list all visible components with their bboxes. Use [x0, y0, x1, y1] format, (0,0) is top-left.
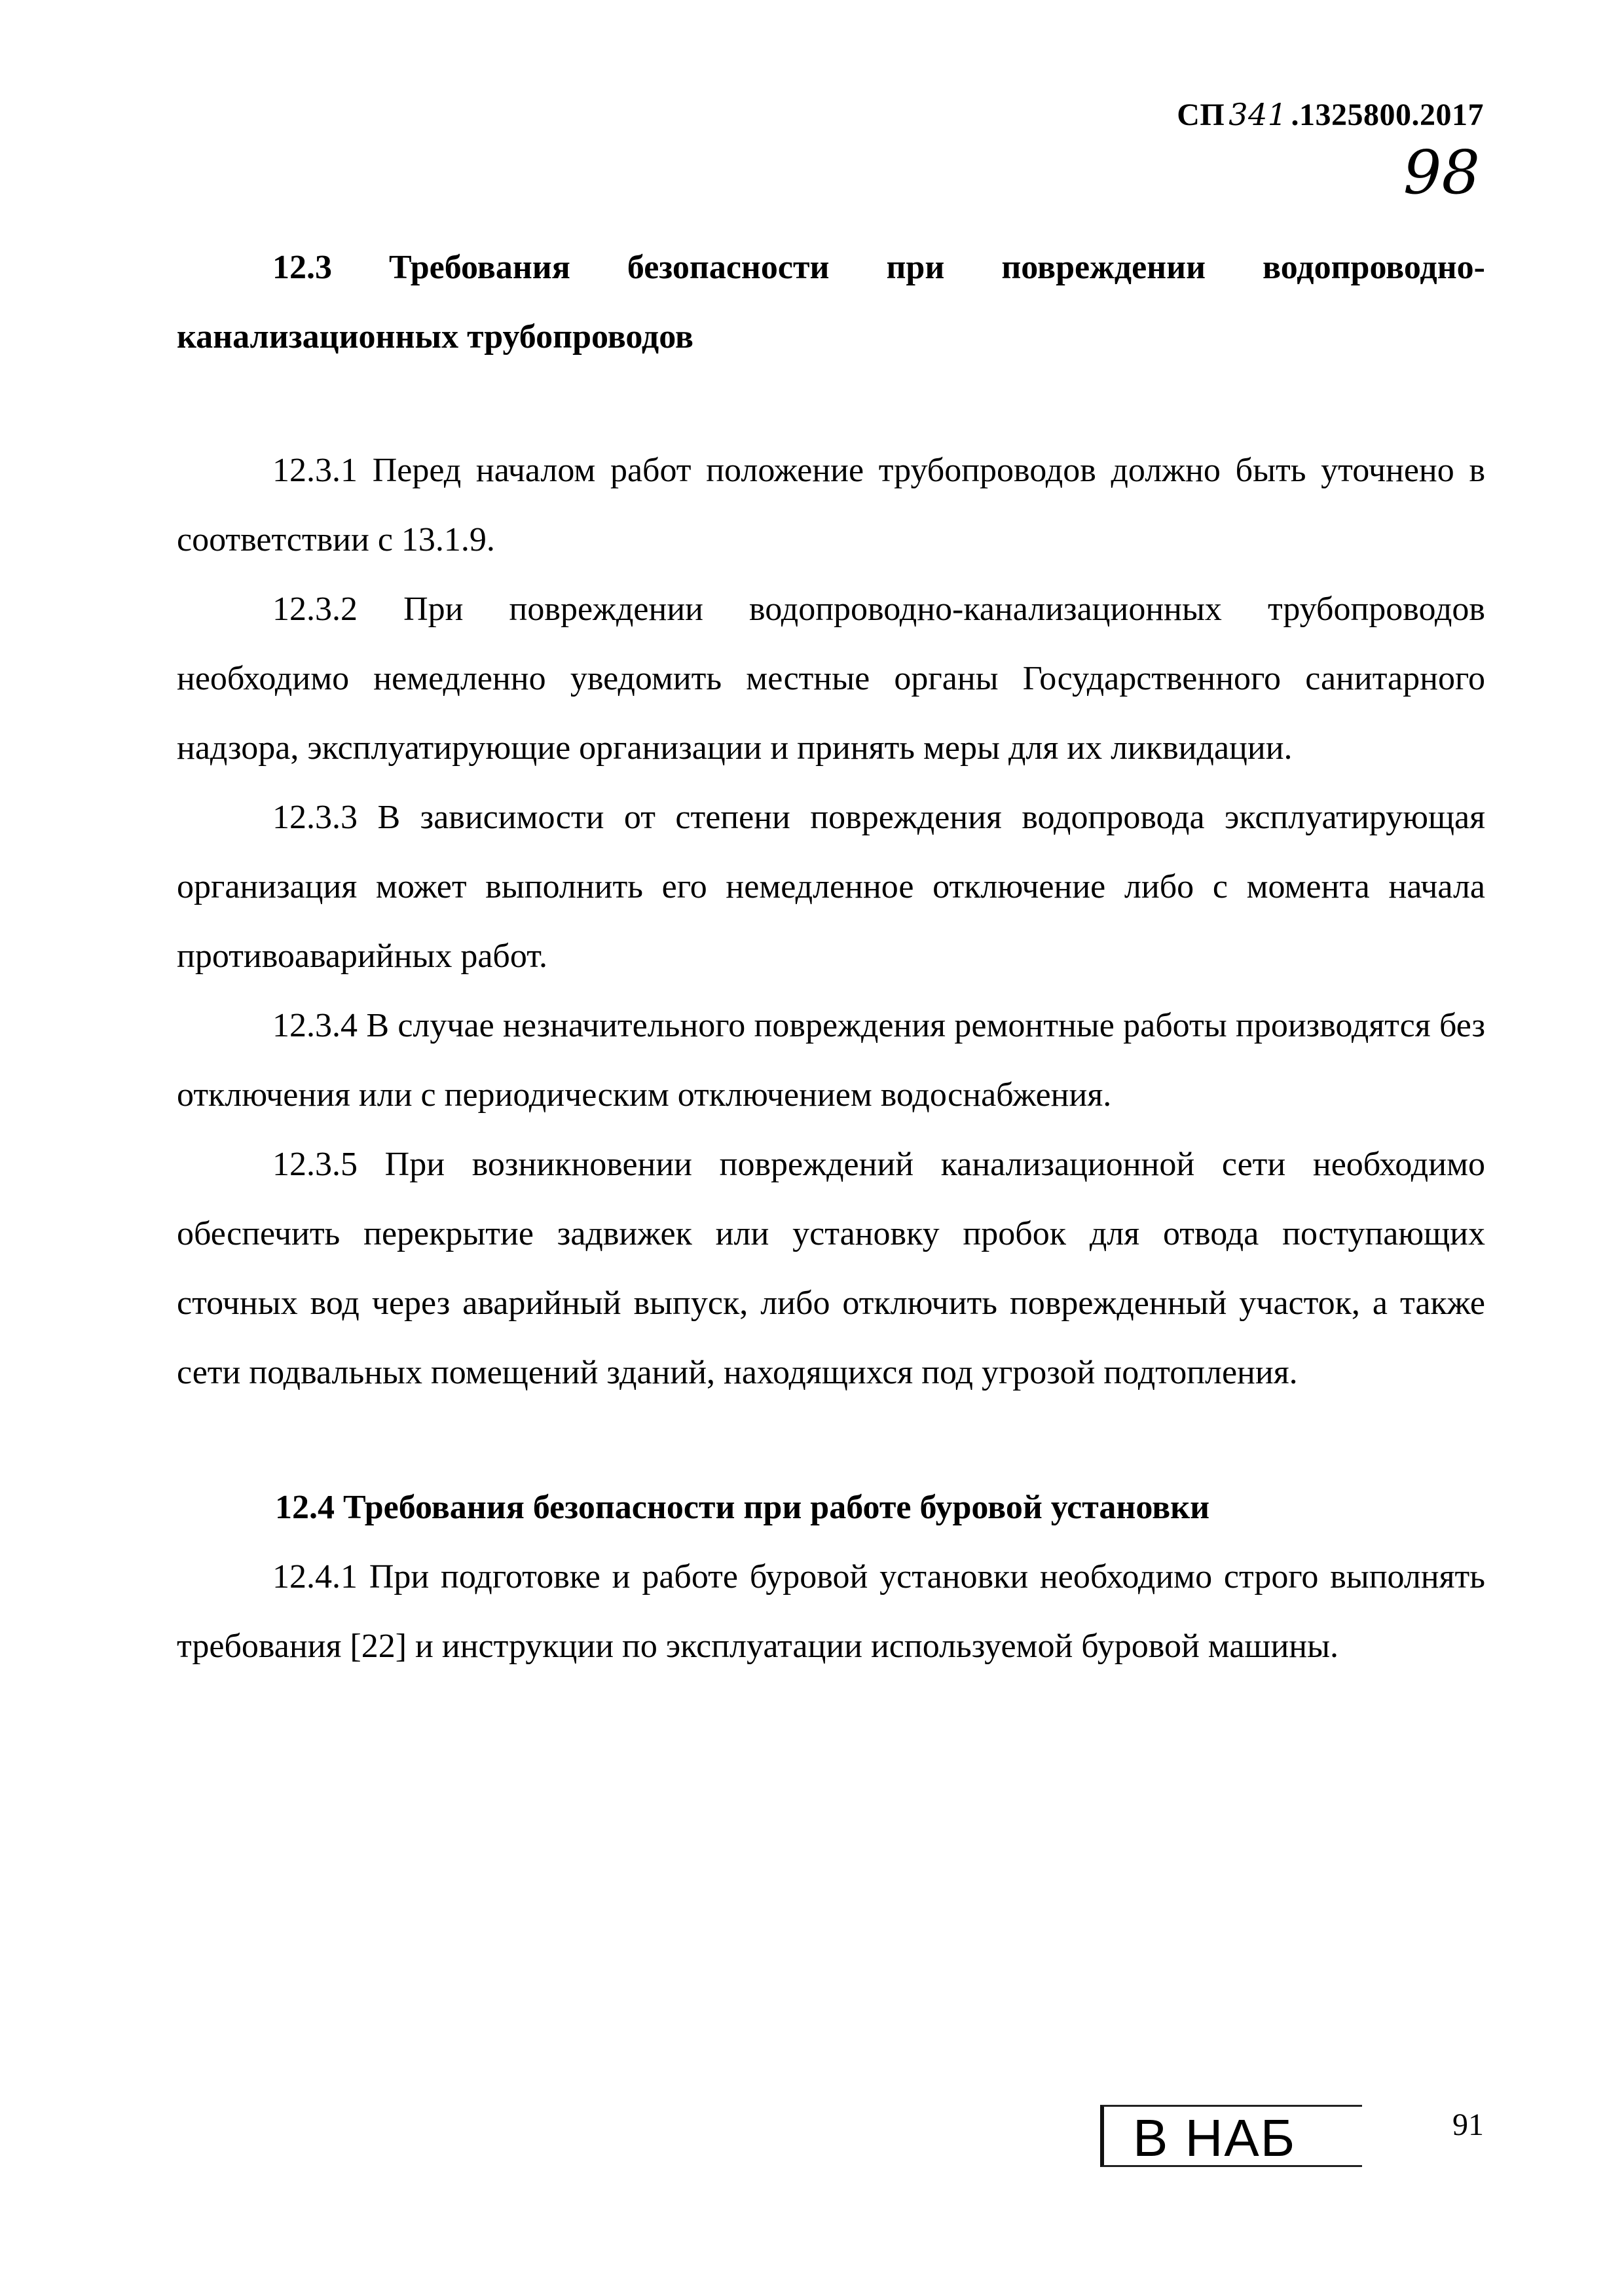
- paragraph-12-3-5: 12.3.5 При возникновении повреждений канализационной сети необходимо обеспечить перекрытие задвижек или установку пробок для отвода поступающих сточных вод через аварийный выпуск, либо отключить поврежденный участок, а также сети подвальных помещений зданий, находящихся под угрозой подтопления.: [177, 1146, 1485, 1391]
- spacer: [177, 1408, 1485, 1473]
- handwritten-page-number: 98: [1403, 137, 1480, 208]
- document-code-prefix: СП: [1177, 98, 1225, 132]
- paragraph-12-3-1: 12.3.1 Перед началом работ положение трубопроводов должно быть уточнено в соответствии с 13.1.9.: [177, 452, 1485, 558]
- page-number: 91: [1452, 2107, 1484, 2142]
- section-12-4-heading: 12.4 Требования безопасности при работе буровой установки: [275, 1489, 1210, 1526]
- document-code: [1177, 97, 1484, 133]
- document-body: [177, 233, 1485, 1681]
- document-code-suffix: .1325800.2017: [1291, 98, 1484, 132]
- section-12-3-heading: 12.3 Требования безопасности при повреждении водопроводно-канализационных трубопроводов: [177, 249, 1485, 355]
- paragraph-12-3-4: 12.3.4 В случае незначительного повреждения ремонтные работы производятся без отключения или с периодическим отключением водоснабжения.: [177, 1007, 1485, 1114]
- spacer: [177, 372, 1485, 436]
- paragraph-12-3-2: 12.3.2 При повреждении водопроводно-канализационных трубопроводов необходимо немедленно уведомить местные органы Государственного санитарного надзора, эксплуатирующие организации и принять меры для их ликвидации.: [177, 591, 1485, 767]
- paragraph-12-3-3: 12.3.3 В зависимости от степени повреждения водопровода эксплуатирующая организация может выполнить его немедленное отключение либо с момента начала противоаварийных работ.: [177, 799, 1485, 975]
- paragraph-12-4-1: 12.4.1 При подготовке и работе буровой установки необходимо строго выполнять требования [22] и инструкции по эксплуатации используемой буровой машины.: [177, 1558, 1485, 1665]
- document-code-handwritten-number: 341: [1228, 97, 1287, 132]
- in-set-stamp: В НАБ: [1100, 2105, 1362, 2167]
